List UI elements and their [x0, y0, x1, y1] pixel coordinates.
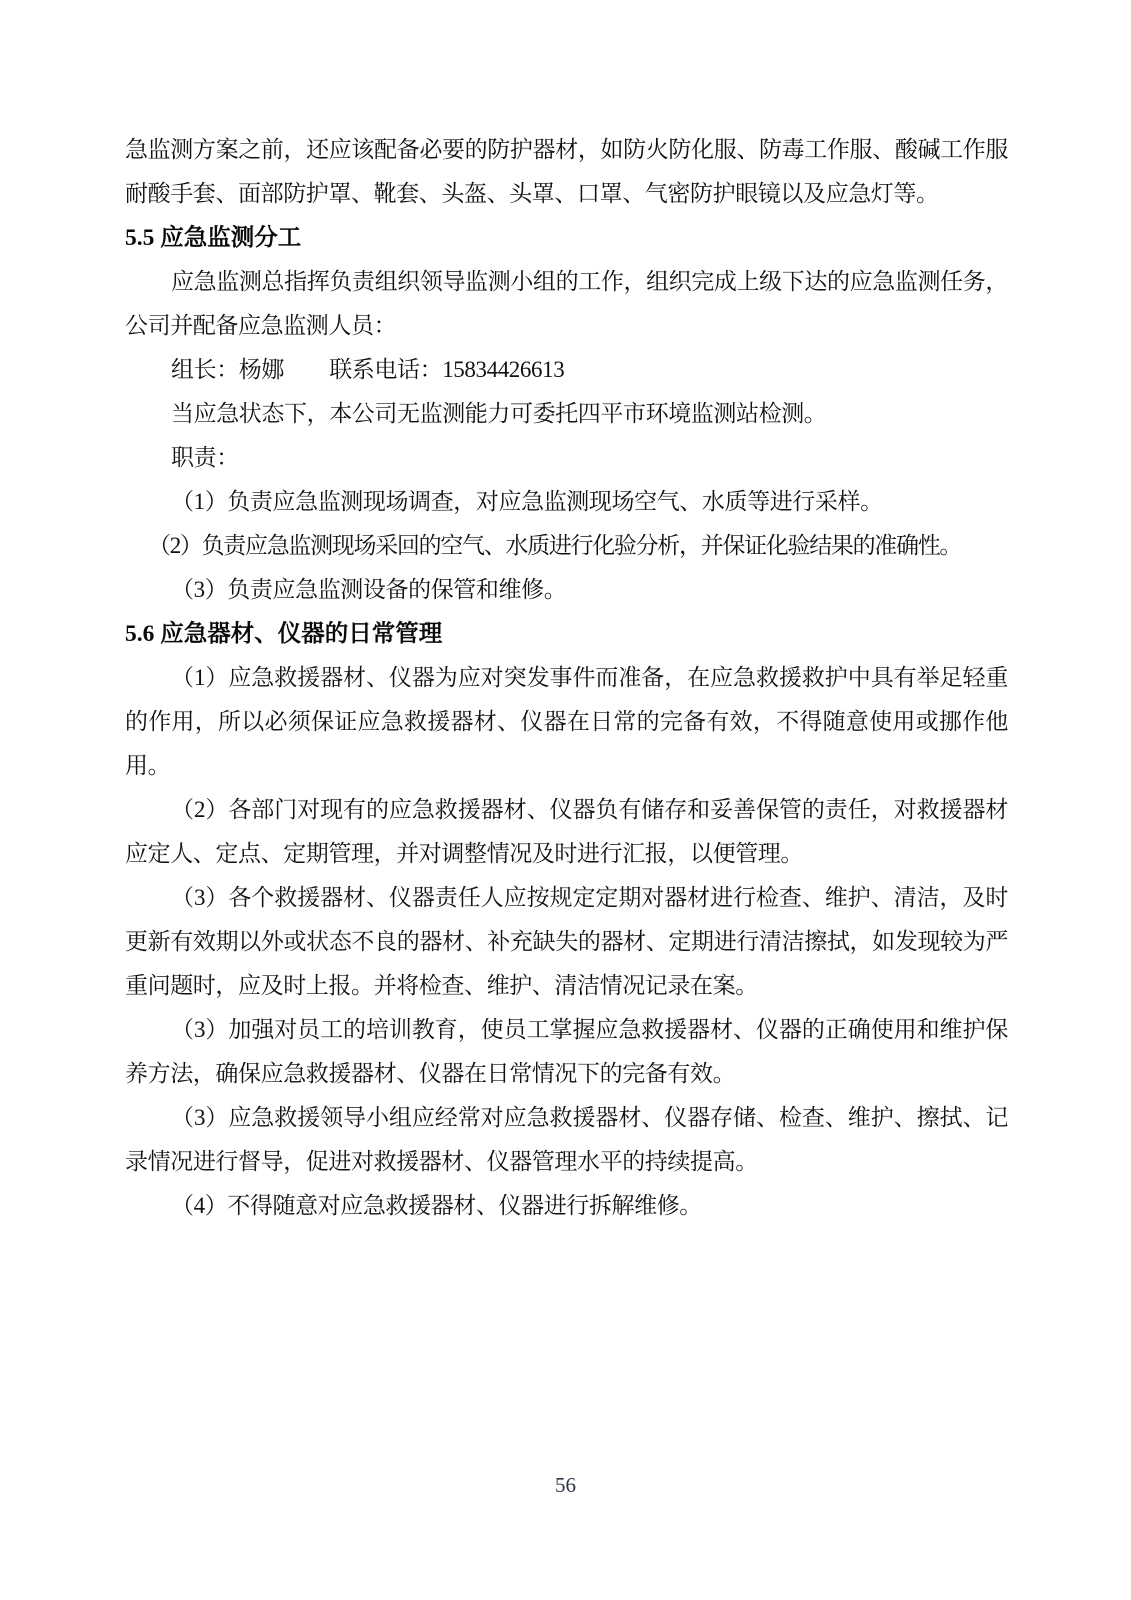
list-item-3c: （3）应急救援领导小组应经常对应急救援器材、仪器存储、检查、维护、擦拭、记录情况进行督导，促进对救援器材、仪器管理水平的持续提高。	[125, 1105, 1008, 1174]
body-paragraph: 急监测方案之前，还应该配备必要的防护器材，如防火防化服、防毒工作服、酸碱工作服耐酸手套、面部防护罩、靴套、头盔、头罩、口罩、气密防护眼镜以及应急灯等。	[125, 137, 1008, 206]
contact-line: 组长：杨娜 联系电话：15834426613	[171, 357, 565, 382]
list-item-4: （4）不得随意对应急救援器材、仪器进行拆解维修。	[171, 1193, 702, 1218]
list-item-1: （1）负责应急监测现场调查，对应急监测现场空气、水质等进行采样。	[171, 489, 883, 514]
list-item-2: （2）负责应急监测现场采回的空气、水质进行化验分析，并保证化验结果的准确性。	[148, 533, 962, 558]
list-item-3: （3）负责应急监测设备的保管和维修。	[171, 577, 567, 602]
body-paragraph: 职责：	[171, 445, 239, 470]
section-heading-5-6: 5.6 应急器材、仪器的日常管理	[125, 621, 443, 647]
list-item-3b: （3）加强对员工的培训教育，使员工掌握应急救援器材、仪器的正确使用和维护保养方法，确保应急救援器材、仪器在日常情况下的完备有效。	[125, 1017, 1008, 1086]
list-item-1: （1）应急救援器材、仪器为应对突发事件而准备，在应急救援救护中具有举足轻重的作用，所以必须保证应急救援器材、仪器在日常的完备有效，不得随意使用或挪作他用。	[125, 665, 1008, 778]
page-number: 56	[555, 1473, 576, 1497]
body-paragraph: 当应急状态下，本公司无监测能力可委托四平市环境监测站检测。	[171, 401, 827, 426]
list-item-2: （2）各部门对现有的应急救援器材、仪器负有储存和妥善保管的责任，对救援器材应定人、定点、定期管理，并对调整情况及时进行汇报，以便管理。	[125, 797, 1008, 866]
list-item-3: （3）各个救援器材、仪器责任人应按规定定期对器材进行检查、维护、清洁，及时更新有效期以外或状态不良的器材、补充缺失的器材、定期进行清洁擦拭，如发现较为严重问题时，应及时上报。并将检查、维护、清洁情况记录在案。	[125, 885, 1008, 998]
document-content	[125, 128, 1008, 1228]
body-paragraph: 应急监测总指挥负责组织领导监测小组的工作，组织完成上级下达的应急监测任务，公司并配备应急监测人员：	[125, 269, 1008, 338]
section-heading-5-5: 5.5 应急监测分工	[125, 225, 302, 251]
